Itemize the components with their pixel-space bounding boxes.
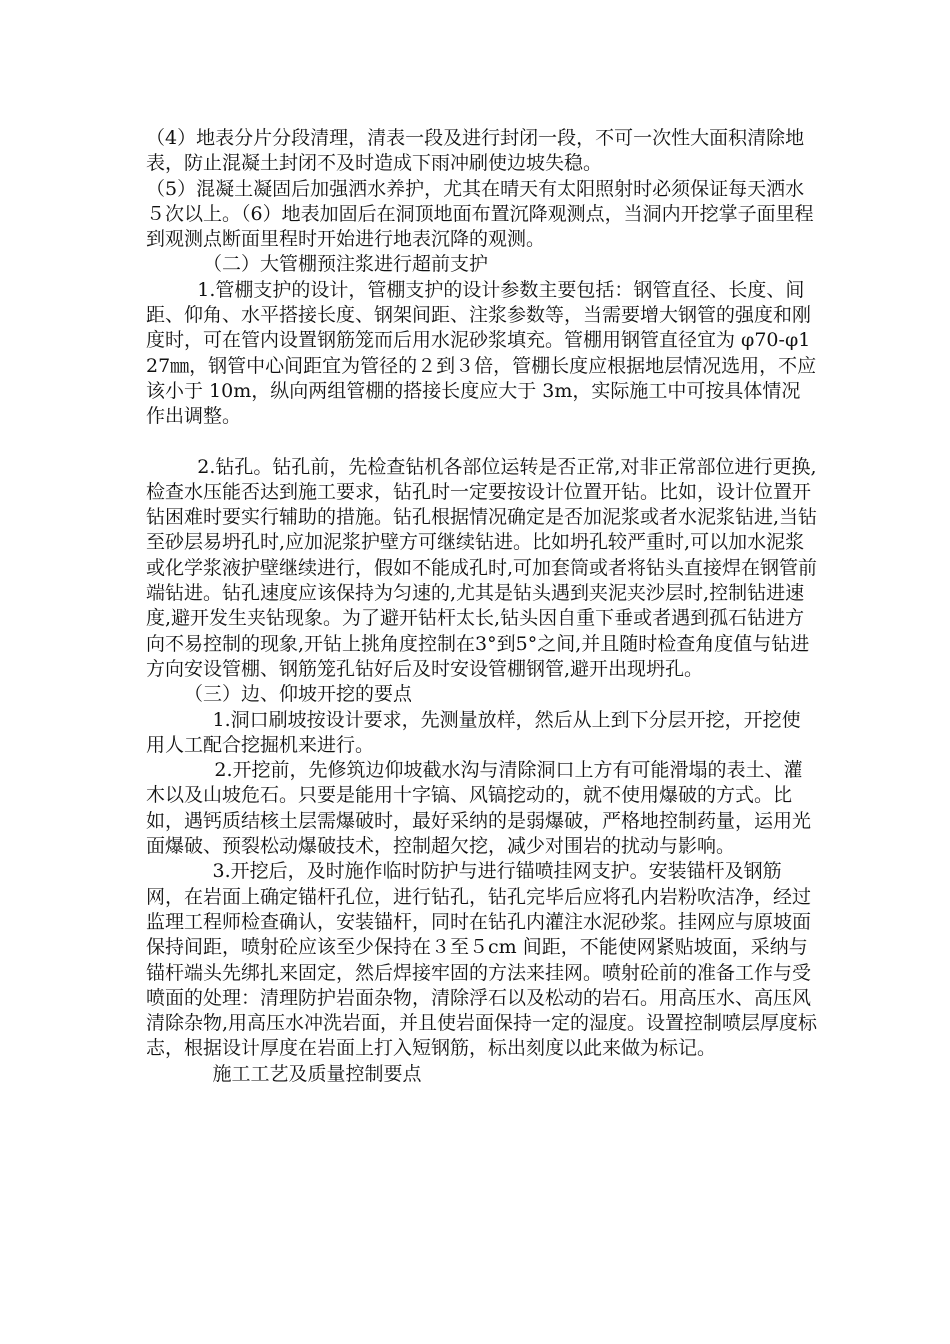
document-body [146,126,818,1087]
paragraph-curing-and-settlement: （5）混凝土凝固后加强洒水养护，尤其在晴天有太阳照射时必须保证每天洒水５次以上。（6）地表加固后在洞顶地面布置沉降观测点，当洞内开挖掌子面里程到观测点断面里程时开始进行地表沉降的观测。 [146,177,814,251]
paragraph-before-excavation: 2.开挖前，先修筑边仰坡截水沟与清除洞口上方有可能滑塌的表土、灌木以及山坡危石。只要是能用十字镐、风镐挖动的，就不使用爆破的方式。比如，遇钙质结核土层需爆破时，最好采纳的是弱爆破，严格地控制药量，运用光面爆破、预裂松动爆破技术，控制超欠挖，减少对围岩的扰动与影响。 [146,759,812,858]
section-heading-process-quality: 施工工艺及质量控制要点 [212,1062,422,1085]
paragraph-surface-clearing: （4）地表分片分段清理，清表一段及进行封闭一段，不可一次性大面积清除地表，防止混凝土封闭不及时造成下雨冲刷使边坡失稳。 [146,127,805,175]
paragraph-drilling: 2.钻孔。钻孔前，先检查钻机各部位运转是否正常,对非正常部位进行更换,检查水压能否达到施工要求，钻孔时一定要按设计位置开钻。比如，设计位置开钻困难时要实行辅助的措施。钻孔根据情况确定是否加泥浆或者水泥浆钻进,当钻至砂层易坍孔时,应加泥浆护壁方可继续钻进。比如坍孔较严重时,可以加水泥浆或化学浆液护壁继续进行，假如不能成孔时,可加套筒或者将钻头直接焊在钢管前端钻进。钻孔速度应该保持为匀速的,尤其是钻头遇到夹泥夹沙层时,控制钻进速度,避开发生夹钻现象。为了避开钻杆太长,钻头因自重下垂或者遇到孤石钻进方向不易控制的现象,开钻上挑角度控制在3°到5°之间,并且随时检查角度值与钻进方向安设管棚、钢筋笼孔钻好后及时安设管棚钢管,避开出现坍孔。 [146,455,818,680]
paragraph-pipe-roof-design: 1.管棚支护的设计，管棚支护的设计参数主要包括：钢管直径、长度、间距、仰角、水平搭接长度、钢架间距、注浆参数等，当需要增大钢管的强度和刚度时，可在管内设置钢筋笼而后用水泥砂浆填充。管棚用钢管直径宜为 φ70-φ127㎜，钢管中心间距宜为管径的２到３倍，管棚长度应根据地层情况选用，不应该小于 10m，纵向两组管棚的搭接长度应大于 3m，实际施工中可按具体情况作出调整。 [146,278,817,428]
paragraph-slope-brushing: 1.洞口刷坡按设计要求，先测量放样，然后从上到下分层开挖，开挖使用人工配合挖掘机来进行。 [146,708,801,756]
section-heading-pipe-roof: （二）大管棚预注浆进行超前支护 [203,253,489,276]
paragraph-after-excavation: 3.开挖后，及时施作临时防护与进行锚喷挂网支护。安装锚杆及钢筋网，在岩面上确定锚杆孔位，进行钻孔，钻孔完毕后应将孔内岩粉吹洁净，经过监理工程师检查确认，安装锚杆，同时在钻孔内灌注水泥砂浆。挂网应与原坡面保持间距，喷射砼应该至少保持在３至５cm 间距，不能使网紧贴坡面，采纳与锚杆端头先绑扎来固定，然后焊接牢固的方法来挂网。喷射砼前的准备工作与受喷面的处理：清理防护岩面杂物，清除浮石以及松动的岩石。用高压水、高压风清除杂物,用高压水冲洗岩面，并且使岩面保持一定的湿度。设置控制喷层厚度标志，根据设计厚度在岩面上打入短钢筋，标出刻度以此来做为标记。 [146,860,818,1060]
section-heading-slope-excavation: （三）边、仰坡开挖的要点 [184,683,413,706]
